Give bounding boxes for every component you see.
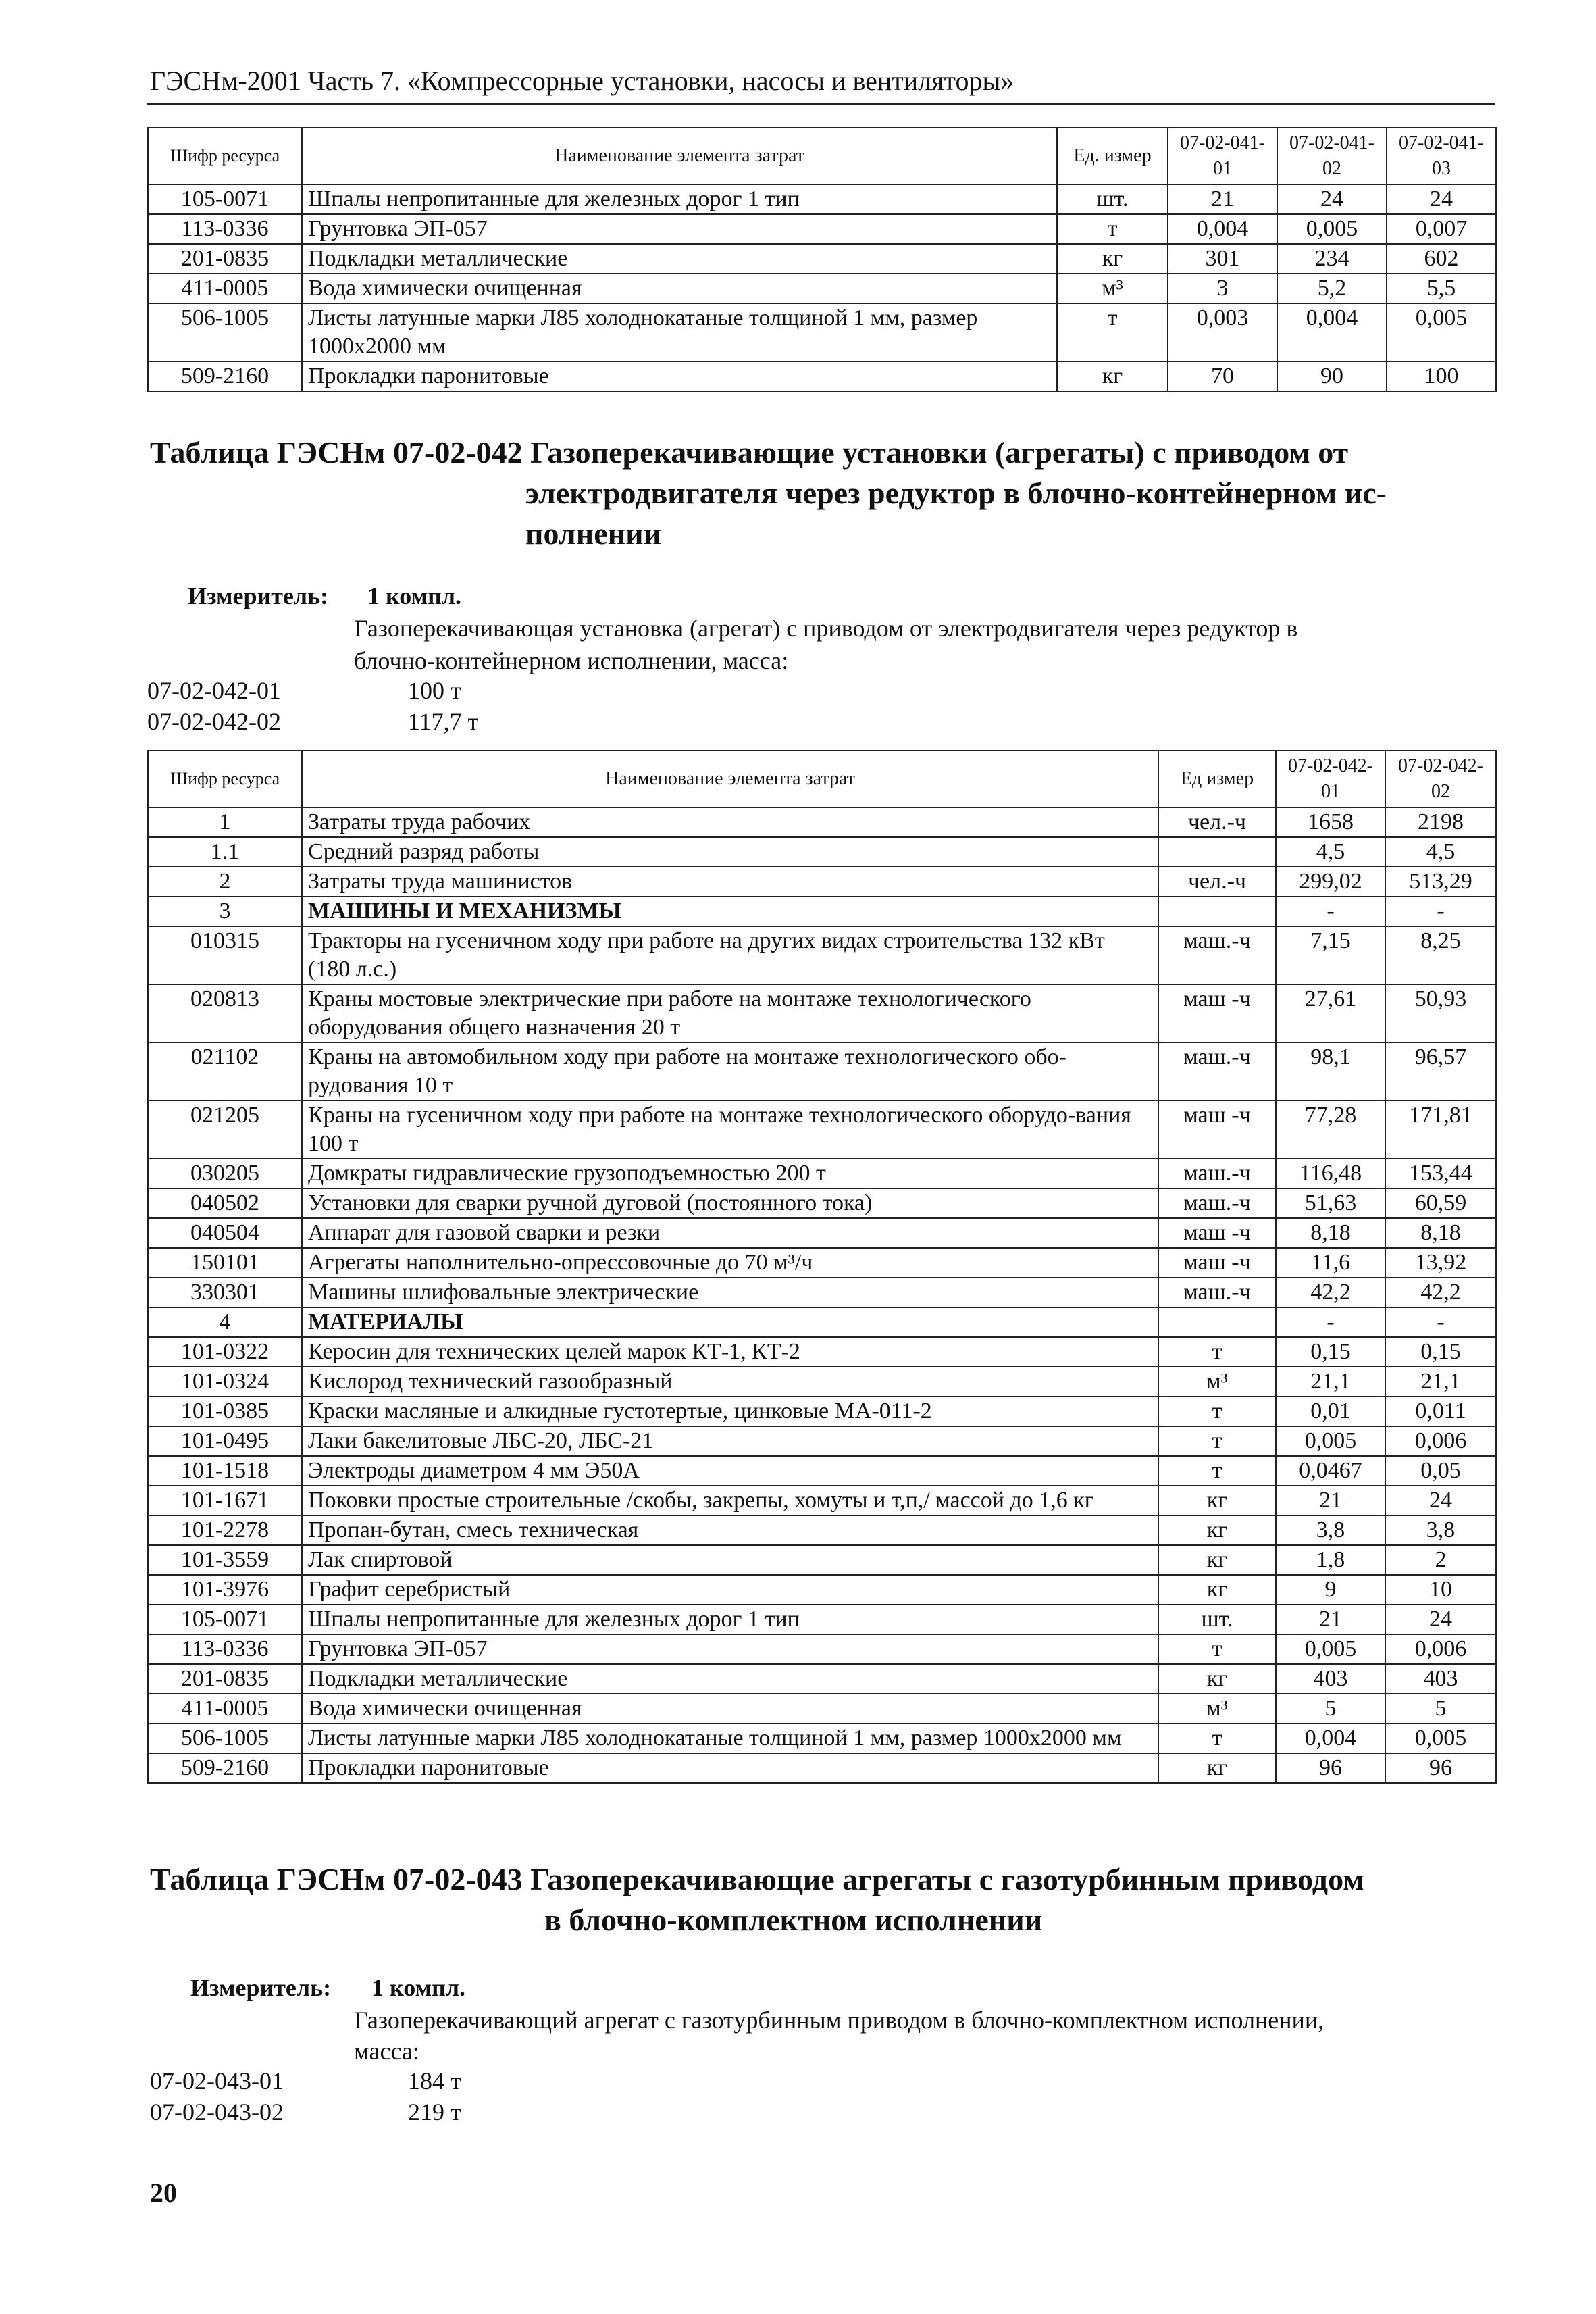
cell-unit: маш.-ч	[1158, 1188, 1276, 1218]
cell-value: 0,006	[1385, 1426, 1496, 1456]
table-row	[148, 1248, 1496, 1278]
cell-name: Краны мостовые электрические при работе на монтаже технологического оборудования общего назначения 20 т	[302, 984, 1158, 1042]
cell-name: Краны на гусеничном ходу при работе на монтаже технологического оборудо-вания 100 т	[302, 1101, 1158, 1159]
cell-unit: кг	[1158, 1753, 1276, 1783]
cell-value: 24	[1277, 184, 1387, 214]
cell-unit: шт.	[1158, 1605, 1276, 1634]
cell-name: Шпалы непропитанные для железных дорог 1 тип	[302, 184, 1057, 214]
cell-code: 506-1005	[148, 303, 302, 361]
cell-value: 9	[1276, 1575, 1385, 1605]
cell-code: 101-0322	[148, 1337, 302, 1367]
cell-unit: т	[1057, 214, 1168, 244]
cell-value: 1658	[1276, 807, 1385, 837]
col-header-name: Наименование элемента затрат	[302, 751, 1158, 807]
meter-label-042: Измеритель:	[188, 582, 329, 609]
cell-value: 0,01	[1276, 1397, 1385, 1426]
cell-value: 171,81	[1385, 1101, 1496, 1159]
cell-unit: м³	[1057, 274, 1168, 303]
table-row	[148, 1159, 1496, 1188]
cell-code: 101-1518	[148, 1456, 302, 1486]
cell-value: -	[1385, 897, 1496, 926]
cell-name: Поковки простые строительные /скобы, закрепы, хомуты и т,п,/ массой до 1,6 кг	[302, 1486, 1158, 1515]
cell-unit: кг	[1158, 1515, 1276, 1545]
cell-value: 96	[1276, 1753, 1385, 1783]
cell-value: 2	[1385, 1545, 1496, 1575]
table-row	[148, 1724, 1496, 1753]
cell-value: 13,92	[1385, 1248, 1496, 1278]
cell-unit: кг	[1158, 1486, 1276, 1515]
description-042-line1: Газоперекачивающая установка (агрегат) с приводом от электродвигателя через редуктор в	[354, 615, 1298, 642]
cell-unit: кг	[1158, 1545, 1276, 1575]
cell-value: 0,15	[1385, 1337, 1496, 1367]
cell-value: 403	[1385, 1664, 1496, 1694]
cell-value: 2198	[1385, 807, 1496, 837]
cell-value: 5	[1276, 1694, 1385, 1724]
cell-value: -	[1276, 897, 1385, 926]
cell-code: 150101	[148, 1248, 302, 1278]
cell-value: 5,5	[1387, 274, 1496, 303]
col-header-code: Шифр ресурса	[148, 128, 302, 184]
cell-unit: кг	[1158, 1664, 1276, 1694]
cell-name: Пропан-бутан, смесь техническая	[302, 1515, 1158, 1545]
cell-value: 8,18	[1276, 1218, 1385, 1248]
cell-value: 0,007	[1387, 214, 1496, 244]
cell-name: Затраты труда рабочих	[302, 807, 1158, 837]
cell-code: 020813	[148, 984, 302, 1042]
table-row	[148, 1575, 1496, 1605]
cell-name: Грунтовка ЭП-057	[302, 214, 1057, 244]
table-row	[148, 1337, 1496, 1367]
cell-unit: м³	[1158, 1694, 1276, 1724]
cell-name: Прокладки паронитовые	[302, 361, 1057, 391]
cell-value: 0,004	[1168, 214, 1277, 244]
cell-code: 101-2278	[148, 1515, 302, 1545]
cell-code: 506-1005	[148, 1724, 302, 1753]
cell-name: Агрегаты наполнительно-опрессовочные до 70 м³/ч	[302, 1248, 1158, 1278]
cell-value: 70	[1168, 361, 1277, 391]
cell-value: 403	[1276, 1664, 1385, 1694]
col-header-unit: Ед измер	[1158, 751, 1276, 807]
table-row	[148, 1515, 1496, 1545]
cell-value: 4,5	[1276, 837, 1385, 867]
col-header-variant-2: 07-02-042-02	[1385, 751, 1496, 807]
page-number: 20	[150, 2178, 177, 2208]
table-row	[148, 184, 1496, 214]
cell-value: 602	[1387, 244, 1496, 274]
cell-value: 11,6	[1276, 1248, 1385, 1278]
table-row	[148, 1307, 1496, 1337]
cell-code: 509-2160	[148, 1753, 302, 1783]
cell-value: 42,2	[1276, 1278, 1385, 1307]
cell-unit: маш.-ч	[1158, 1042, 1276, 1101]
cell-name: Машины шлифовальные электрические	[302, 1278, 1158, 1307]
table-row	[148, 1426, 1496, 1456]
table-row	[148, 1605, 1496, 1634]
cell-name: Графит серебристый	[302, 1575, 1158, 1605]
cell-name: Грунтовка ЭП-057	[302, 1634, 1158, 1664]
cell-name: Аппарат для газовой сварки и резки	[302, 1218, 1158, 1248]
table-row	[148, 1634, 1496, 1664]
resource-table-041	[147, 127, 1497, 392]
table-row	[148, 244, 1496, 274]
cell-unit: кг	[1057, 244, 1168, 274]
cell-code: 201-0835	[148, 1664, 302, 1694]
variant-code: 07-02-042-02	[147, 708, 281, 735]
variant-mass: 100 т	[408, 677, 461, 704]
cell-unit: маш -ч	[1158, 984, 1276, 1042]
cell-unit	[1158, 897, 1276, 926]
cell-code: 021205	[148, 1101, 302, 1159]
cell-unit: маш -ч	[1158, 1218, 1276, 1248]
cell-name: Лак спиртовой	[302, 1545, 1158, 1575]
description-043-line2: масса:	[354, 2038, 419, 2065]
cell-value: 10	[1385, 1575, 1496, 1605]
cell-value: 0,005	[1387, 303, 1496, 361]
cell-value: 21	[1168, 184, 1277, 214]
cell-code: 101-0495	[148, 1426, 302, 1456]
table-row	[148, 1486, 1496, 1515]
cell-value: 513,29	[1385, 867, 1496, 897]
cell-name: Шпалы непропитанные для железных дорог 1 тип	[302, 1605, 1158, 1634]
col-header-variant-2: 07-02-041-02	[1277, 128, 1387, 184]
cell-value: 0,011	[1385, 1397, 1496, 1426]
cell-value: 0,005	[1277, 214, 1387, 244]
cell-code: 040502	[148, 1188, 302, 1218]
cell-code: 040504	[148, 1218, 302, 1248]
table-header-row	[148, 128, 1496, 184]
cell-value: 301	[1168, 244, 1277, 274]
cell-unit: маш -ч	[1158, 1101, 1276, 1159]
cell-name: Краски масляные и алкидные густотертые, цинковые МА-011-2	[302, 1397, 1158, 1426]
cell-value: 3,8	[1276, 1515, 1385, 1545]
table-042-title-line1: Таблица ГЭСНм 07-02-042 Газоперекачивающие установки (агрегаты) с приводом от	[150, 435, 1349, 470]
description-042-line2: блочно-контейнерном исполнении, масса:	[354, 647, 789, 674]
cell-name: Листы латунные марки Л85 холоднокатаные толщиной 1 мм, размер 1000х2000 мм	[302, 303, 1057, 361]
cell-value: 98,1	[1276, 1042, 1385, 1101]
cell-code: 030205	[148, 1159, 302, 1188]
cell-code: 101-0324	[148, 1367, 302, 1397]
cell-unit: чел.-ч	[1158, 807, 1276, 837]
cell-code: 101-0385	[148, 1397, 302, 1426]
cell-name: Средний разряд работы	[302, 837, 1158, 867]
cell-code: 3	[148, 897, 302, 926]
table-row	[148, 1397, 1496, 1426]
cell-unit: чел.-ч	[1158, 867, 1276, 897]
cell-code: 113-0336	[148, 214, 302, 244]
cell-value: 5	[1385, 1694, 1496, 1724]
table-header-row	[148, 751, 1496, 807]
cell-value: 8,25	[1385, 926, 1496, 984]
table-row	[148, 1101, 1496, 1159]
cell-value: 0,005	[1276, 1634, 1385, 1664]
cell-value: 21	[1276, 1605, 1385, 1634]
cell-code: 113-0336	[148, 1634, 302, 1664]
table-row	[148, 1278, 1496, 1307]
cell-value: -	[1385, 1307, 1496, 1337]
cell-value: 77,28	[1276, 1101, 1385, 1159]
cell-unit: маш -ч	[1158, 1248, 1276, 1278]
cell-unit: маш.-ч	[1158, 1159, 1276, 1188]
col-header-variant-1: 07-02-041-01	[1168, 128, 1277, 184]
cell-unit: т	[1158, 1724, 1276, 1753]
table-043-title-line2: в блочно-комплектном исполнении	[544, 1903, 1043, 1937]
cell-unit: шт.	[1057, 184, 1168, 214]
cell-value: 153,44	[1385, 1159, 1496, 1188]
cell-code: 201-0835	[148, 244, 302, 274]
cell-code: 021102	[148, 1042, 302, 1101]
cell-value: 42,2	[1385, 1278, 1496, 1307]
table-row	[148, 1367, 1496, 1397]
cell-value: 0,003	[1168, 303, 1277, 361]
cell-value: 3	[1168, 274, 1277, 303]
col-header-code: Шифр ресурса	[148, 751, 302, 807]
cell-value: 0,006	[1385, 1634, 1496, 1664]
cell-name: Вода химически очищенная	[302, 1694, 1158, 1724]
cell-value: 0,004	[1276, 1724, 1385, 1753]
cell-name: Кислород технический газообразный	[302, 1367, 1158, 1397]
meter-value-043: 1 компл.	[371, 1974, 466, 2001]
cell-value: 24	[1387, 184, 1496, 214]
cell-value: 24	[1385, 1486, 1496, 1515]
cell-code: 101-3976	[148, 1575, 302, 1605]
cell-value: 0,0467	[1276, 1456, 1385, 1486]
cell-unit	[1158, 837, 1276, 867]
resource-table-042	[147, 750, 1497, 1784]
cell-value: 0,005	[1385, 1724, 1496, 1753]
cell-name: Установки для сварки ручной дуговой (постоянного тока)	[302, 1188, 1158, 1218]
cell-value: 96	[1385, 1753, 1496, 1783]
cell-code: 1	[148, 807, 302, 837]
table-row	[148, 926, 1496, 984]
cell-name: Краны на автомобильном ходу при работе на монтаже технологического обо-рудования 10 т	[302, 1042, 1158, 1101]
cell-name: Прокладки паронитовые	[302, 1753, 1158, 1783]
cell-code: 4	[148, 1307, 302, 1337]
table-row	[148, 837, 1496, 867]
cell-name: Лаки бакелитовые ЛБС-20, ЛБС-21	[302, 1426, 1158, 1456]
col-header-name: Наименование элемента затрат	[302, 128, 1057, 184]
col-header-variant-3: 07-02-041-03	[1387, 128, 1496, 184]
table-row	[148, 1664, 1496, 1694]
col-header-variant-1: 07-02-042-01	[1276, 751, 1385, 807]
table-row	[148, 303, 1496, 361]
cell-name: Листы латунные марки Л85 холоднокатаные толщиной 1 мм, размер 1000х2000 мм	[302, 1724, 1158, 1753]
cell-value: 116,48	[1276, 1159, 1385, 1188]
cell-value: 50,93	[1385, 984, 1496, 1042]
table-row	[148, 274, 1496, 303]
table-row	[148, 1694, 1496, 1724]
cell-unit: т	[1057, 303, 1168, 361]
cell-value: 4,5	[1385, 837, 1496, 867]
cell-value: 60,59	[1385, 1188, 1496, 1218]
variant-mass: 117,7 т	[408, 708, 479, 735]
cell-value: 21,1	[1276, 1367, 1385, 1397]
cell-code: 105-0071	[148, 184, 302, 214]
variant-code: 07-02-043-01	[150, 2067, 284, 2094]
cell-value: -	[1276, 1307, 1385, 1337]
cell-unit: т	[1158, 1426, 1276, 1456]
table-row	[148, 1753, 1496, 1783]
cell-code: 411-0005	[148, 1694, 302, 1724]
cell-name: Затраты труда машинистов	[302, 867, 1158, 897]
cell-code: 411-0005	[148, 274, 302, 303]
col-header-unit: Ед. измер	[1057, 128, 1168, 184]
cell-name: Подкладки металлические	[302, 1664, 1158, 1694]
cell-value: 0,15	[1276, 1337, 1385, 1367]
header-rule	[147, 103, 1495, 105]
cell-code: 2	[148, 867, 302, 897]
cell-value: 234	[1277, 244, 1387, 274]
cell-unit: кг	[1158, 1575, 1276, 1605]
cell-code: 1.1	[148, 837, 302, 867]
cell-value: 21,1	[1385, 1367, 1496, 1397]
cell-unit	[1158, 1307, 1276, 1337]
cell-value: 299,02	[1276, 867, 1385, 897]
cell-name: Тракторы на гусеничном ходу при работе на других видах строительства 132 кВт (180 л.с.)	[302, 926, 1158, 984]
cell-value: 5,2	[1277, 274, 1387, 303]
cell-name: Подкладки металлические	[302, 244, 1057, 274]
variant-code: 07-02-042-01	[147, 677, 281, 704]
variant-mass: 184 т	[408, 2067, 461, 2094]
cell-value: 21	[1276, 1486, 1385, 1515]
table-row	[148, 1545, 1496, 1575]
cell-value: 100	[1387, 361, 1496, 391]
cell-value: 96,57	[1385, 1042, 1496, 1101]
cell-unit: т	[1158, 1337, 1276, 1367]
cell-code: 010315	[148, 926, 302, 984]
cell-value: 1,8	[1276, 1545, 1385, 1575]
cell-value: 27,61	[1276, 984, 1385, 1042]
cell-unit: кг	[1057, 361, 1168, 391]
table-row	[148, 361, 1496, 391]
cell-value: 7,15	[1276, 926, 1385, 984]
running-header: ГЭСНм-2001 Часть 7. «Компрессорные установки, насосы и вентиляторы»	[150, 66, 1014, 96]
cell-name: Вода химически очищенная	[302, 274, 1057, 303]
cell-value: 51,63	[1276, 1188, 1385, 1218]
cell-name: Керосин для технических целей марок КТ-1, КТ-2	[302, 1337, 1158, 1367]
cell-unit: м³	[1158, 1367, 1276, 1397]
cell-value: 24	[1385, 1605, 1496, 1634]
table-row	[148, 867, 1496, 897]
table-row	[148, 1042, 1496, 1101]
cell-name: МАШИНЫ И МЕХАНИЗМЫ	[302, 897, 1158, 926]
table-row	[148, 1456, 1496, 1486]
cell-code: 330301	[148, 1278, 302, 1307]
variant-code: 07-02-043-02	[150, 2098, 284, 2126]
table-042-title-line2: электродвигателя через редуктор в блочно-контейнерном ис-	[525, 476, 1387, 510]
table-042-title-line3: полнении	[525, 516, 662, 551]
cell-code: 101-3559	[148, 1545, 302, 1575]
table-row	[148, 984, 1496, 1042]
cell-code: 101-1671	[148, 1486, 302, 1515]
cell-value: 0,005	[1276, 1426, 1385, 1456]
meter-label-043: Измеритель:	[190, 1974, 332, 2001]
meter-value-042: 1 компл.	[367, 582, 462, 609]
cell-unit: т	[1158, 1634, 1276, 1664]
table-row	[148, 1188, 1496, 1218]
cell-unit: т	[1158, 1456, 1276, 1486]
cell-unit: т	[1158, 1397, 1276, 1426]
cell-value: 8,18	[1385, 1218, 1496, 1248]
table-row	[148, 807, 1496, 837]
cell-code: 509-2160	[148, 361, 302, 391]
table-043-title-line1: Таблица ГЭСНм 07-02-043 Газоперекачивающие агрегаты с газотурбинным приводом	[150, 1862, 1364, 1896]
cell-name: Электроды диаметром 4 мм Э50А	[302, 1456, 1158, 1486]
cell-value: 0,004	[1277, 303, 1387, 361]
table-row	[148, 214, 1496, 244]
cell-unit: маш.-ч	[1158, 1278, 1276, 1307]
cell-unit: маш.-ч	[1158, 926, 1276, 984]
cell-name: МАТЕРИАЛЫ	[302, 1307, 1158, 1337]
table-row	[148, 897, 1496, 926]
cell-code: 105-0071	[148, 1605, 302, 1634]
cell-value: 90	[1277, 361, 1387, 391]
cell-name: Домкраты гидравлические грузоподъемностью 200 т	[302, 1159, 1158, 1188]
description-043-line1: Газоперекачивающий агрегат с газотурбинным приводом в блочно-комплектном исполнении,	[354, 2007, 1324, 2034]
cell-value: 0,05	[1385, 1456, 1496, 1486]
cell-value: 3,8	[1385, 1515, 1496, 1545]
variant-mass: 219 т	[408, 2098, 461, 2126]
table-row	[148, 1218, 1496, 1248]
